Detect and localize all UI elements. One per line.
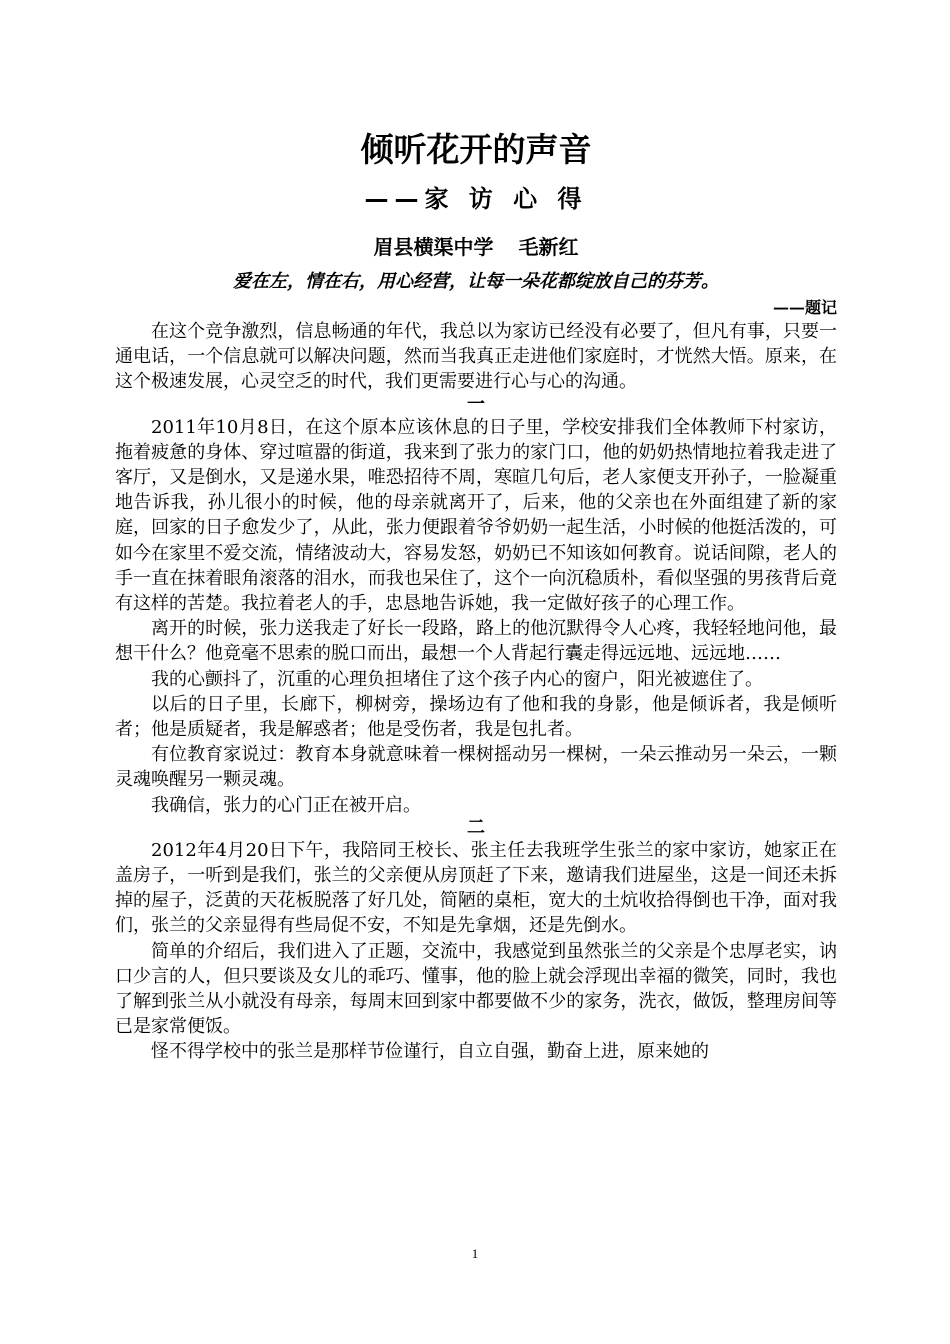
section2-paragraph: 简单的介绍后，我们进入了正题，交流中，我感觉到虽然张兰的父亲是个忠厚老实，讷口少言的人，但只要谈及女儿的乖巧、懂事，他的脸上就会浮现出幸福的微笑，同时，我也了解到张兰从小就没有母亲，每周末回到家中都要做不少的家务，洗衣，做饭，整理房间等已是家常便饭。 [115, 940, 837, 1038]
section1-paragraph: 我确信，张力的心门正在被开启。 [151, 794, 421, 816]
document-subtitle: ——家 访 心 得 [364, 185, 588, 213]
author-line: 眉县横渠中学 毛新红 [373, 235, 579, 259]
section1-paragraph: 离开的时候，张力送我走了好长一段路，路上的他沉默得令人心疼，我轻轻地问他，最想干什么？他竟毫不思索的脱口而出，最想一个人背起行囊走得远远地、远远地…… [115, 618, 837, 665]
epigraph-signature: ——题记 [772, 298, 837, 317]
epigraph: 爱在左，情在右，用心经营，让每一朵花都绽放自己的芬芳。 [233, 271, 719, 292]
document-page [115, 125, 837, 1065]
section1-paragraph: 以后的日子里，长廊下，柳树旁，操场边有了他和我的身影，他是倾诉者，我是倾听者；他是质疑者，我是解惑者；他是受伤者，我是包扎者。 [115, 693, 837, 741]
section-heading-2: 二 [467, 816, 485, 838]
section1-paragraph: 我的心颤抖了，沉重的心理负担堵住了这个孩子内心的窗户，阳光被遮住了。 [151, 668, 763, 690]
document-title: 倾听花开的声音 [360, 130, 592, 169]
section2-paragraph: 怪不得学校中的张兰是那样节俭谨行，自立自强，勤奋上进，原来她的 [151, 1041, 709, 1063]
section-heading-1: 一 [467, 393, 485, 415]
section1-paragraph: 有位教育家说过：教育本身就意味着一棵树摇动另一棵树，一朵云推动另一朵云，一颗灵魂唤醒另一颗灵魂。 [115, 744, 837, 791]
section2-paragraph: 2012年4月20日下午，我陪同王校长、张主任去我班学生张兰的家中家访，她家正在盖房子，一听到是我们，张兰的父亲便从房顶赶了下来，邀请我们进屋坐，这是一间还未拆掉的屋子，泛黄的天花板脱落了好几处，简陋的桌柜，宽大的土炕收拾得倒也干净，面对我们，张兰的父亲显得有些局促不安，不知是先拿烟，还是先倒水。 [115, 839, 837, 937]
section1-paragraph: 2011年10月8日，在这个原本应该休息的日子里，学校安排我们全体教师下村家访，拖着疲惫的身体、穿过喧嚣的街道，我来到了张力的家门口，他的奶奶热情地拉着我走进了客厅，又是倒水，又是递水果，唯恐招待不周，寒暄几句后，老人家便支开孙子，一脸凝重地告诉我，孙儿很小的时候，他的母亲就离开了，后来，他的父亲也在外面组建了新的家庭，回家的日子愈发少了，从此，张力便跟着爷爷奶奶一起生活，小时候的他挺活泼的，可如今在家里不爱交流，情绪波动大，容易发怒，奶奶已不知该如何教育。说话间隙，老人的手一直在抹着眼角滚落的泪水，而我也呆住了，这个一向沉稳质朴，看似坚强的男孩背后竟有这样的苦楚。我拉着老人的手，忠恳地告诉她，我一定做好孩子的心理工作。 [115, 416, 837, 615]
page-number: 1 [471, 1246, 479, 1261]
intro-paragraph: 在这个竞争激烈，信息畅通的年代，我总以为家访已经没有必要了，但凡有事，只要一通电话，一个信息就可以解决问题，然而当我真正走进他们家庭时，才恍然大悟。原来，在这个极速发展，心灵空乏的时代，我们更需要进行心与心的沟通。 [115, 321, 837, 393]
